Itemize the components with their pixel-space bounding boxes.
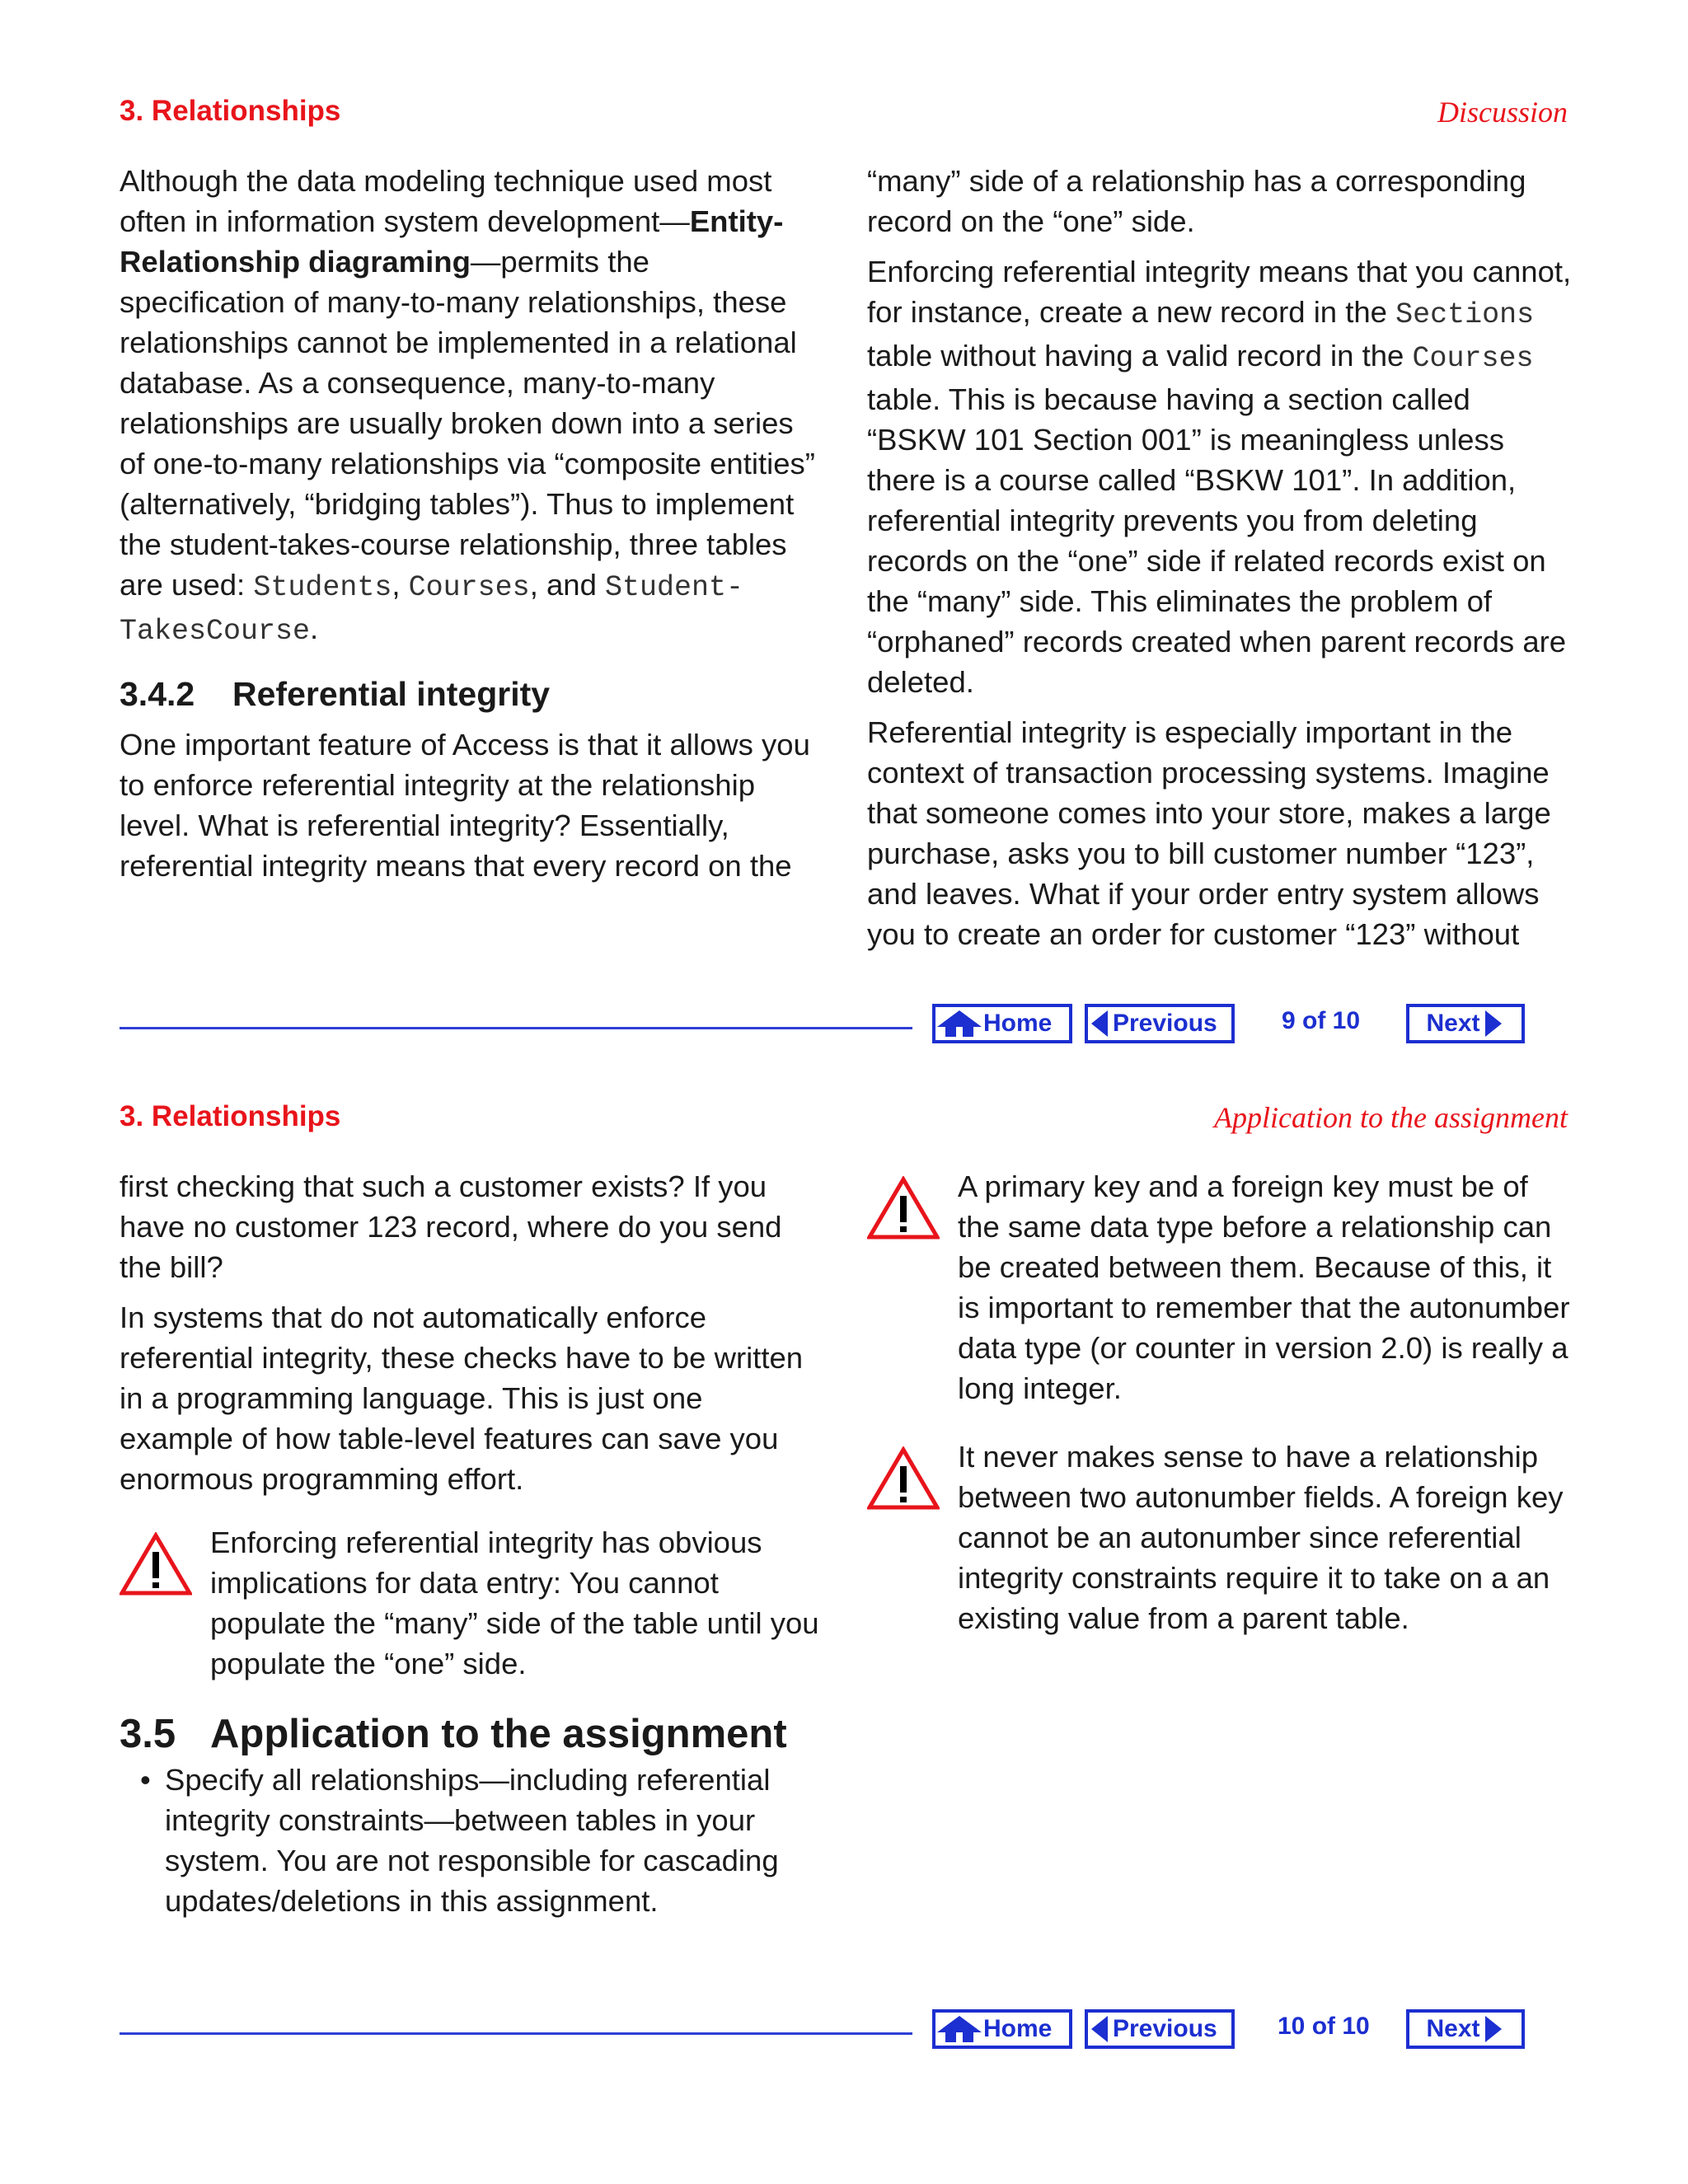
code-courses: Courses — [408, 571, 530, 604]
topic-header: Application to the assignment — [1214, 1101, 1568, 1134]
warning-triangle-icon — [867, 1176, 940, 1240]
topic-header: Discussion — [1437, 96, 1568, 129]
warning-note: Enforcing referential integrity has obvious implications for data entry: You cannot populate the “many” side of the table until you populate the “one” side. — [120, 1522, 820, 1684]
footer-rule — [120, 2032, 912, 2035]
next-button[interactable]: Next — [1406, 2009, 1525, 2049]
page-number: 10 of 10 — [1278, 2013, 1370, 2040]
home-button[interactable]: Home — [932, 2009, 1072, 2049]
paragraph: Enforcing referential integrity means that you cannot, for instance, create a new record in the Sections table without having a valid record in the Courses table. This is because having a section called “BSKW 101 Section 001” is meaningless unless there is a course called “BSKW 101”. In addition, referential integrity prevents you from deleting records on the “one” side if related records exist on the “many” side. This eliminates the problem of “orphaned” records created when parent records are deleted. — [867, 255, 1572, 699]
left-column — [120, 161, 820, 896]
code-sections: Sections — [1395, 298, 1535, 331]
list-item: • Specify all relationships—including referential integrity constraints—between tables in your system. You are not responsible for cascading updates/deletions in this assignment. — [120, 1760, 820, 1921]
left-arrow-icon — [1088, 1009, 1113, 1038]
bold-term: Entity-Relationship diagraming — [120, 204, 784, 279]
warning-triangle-icon — [867, 1446, 940, 1511]
warning-note: It never makes sense to have a relationship between two autonumber fields. A foreign key cannot be an autonumber since referential integrity constraints require it to take on a an existing value from a parent table. — [867, 1436, 1574, 1638]
right-arrow-icon — [1480, 1009, 1505, 1038]
previous-button[interactable]: Previous — [1085, 2009, 1235, 2049]
paragraph: One important feature of Access is that it allows you to enforce referential integrity at the relationship level. What is referential integrity? Essentially, referential integrity means that every record on the — [120, 728, 810, 883]
left-column — [120, 1166, 820, 1931]
page-10 — [0, 1063, 1688, 2184]
house-icon — [935, 1009, 983, 1038]
bullet-icon: • — [140, 1763, 151, 1797]
home-button[interactable]: Home — [932, 1004, 1072, 1043]
code-courses: Courses — [1412, 342, 1534, 375]
paragraph: Although the data modeling technique used most often in information system development—Entity-Relationship diagraming—permits the specification of many-to-many relationships, these relationships cannot be implemented in a relational database. As a consequence, many-to-many relationships are usually broken down into a series of one-to-many relationships via “composite entities” (alternatively, “bridging tables”). Thus to implement the student-takes-course relationship, three tables are used: Students, Courses, and Student-TakesCourse. — [120, 164, 815, 648]
right-arrow-icon — [1480, 2014, 1505, 2044]
page-9 — [0, 0, 1688, 1063]
paragraph: first checking that such a customer exists? If you have no customer 123 record, where do you send the bill? — [120, 1169, 782, 1284]
section-header: 3. Relationships — [120, 95, 341, 127]
next-button[interactable]: Next — [1406, 1004, 1525, 1043]
page-number: 9 of 10 — [1282, 1007, 1361, 1034]
right-column — [867, 1166, 1574, 1663]
warning-note: A primary key and a foreign key must be of the same data type before a relationship can be created between them. Because of this, it is important to remember that the autonumber data type (or counter in version 2.0) is really a long integer. — [867, 1166, 1574, 1408]
section-heading: 3.5 Application to the assignment — [120, 1712, 787, 1756]
section-header: 3. Relationships — [120, 1100, 341, 1132]
warning-triangle-icon — [120, 1532, 192, 1596]
subsection-heading: 3.4.2 Referential integrity — [120, 675, 551, 713]
paragraph: “many” side of a relationship has a corresponding record on the “one” side. — [867, 164, 1526, 238]
right-column — [867, 161, 1574, 964]
previous-button[interactable]: Previous — [1085, 1004, 1235, 1043]
code-students: Students — [253, 571, 392, 604]
house-icon — [935, 2014, 983, 2044]
paragraph: Referential integrity is especially important in the context of transaction processing systems. Imagine that someone comes into your store, makes a large purchase, asks you to bill customer number “123”, and leaves. What if your order entry system allows you to create an order for customer “123” without — [867, 715, 1551, 951]
footer-rule — [120, 1027, 912, 1029]
paragraph: In systems that do not automatically enforce referential integrity, these checks have to be written in a programming language. This is just one example of how table-level features can save you enormous programming effort. — [120, 1301, 804, 1496]
left-arrow-icon — [1088, 2014, 1113, 2044]
code-studenttakescourse: Student-TakesCourse — [120, 571, 744, 648]
